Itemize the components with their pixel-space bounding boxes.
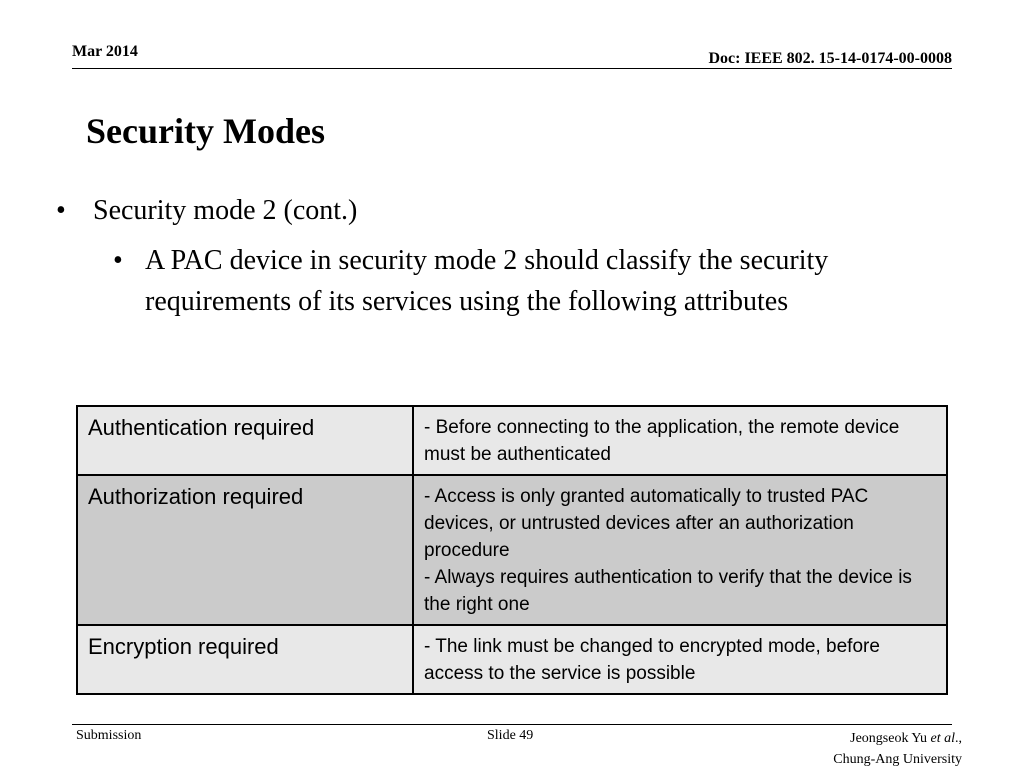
table-row [77,406,947,475]
author-name: Jeongseok Yu [850,731,931,746]
slide-title: Security Modes [86,111,325,151]
attribute-description [413,406,947,475]
author-affiliation: Chung-Ang University [833,752,962,767]
table-row [77,625,947,694]
bullet-text: Security mode 2 (cont.) [93,195,358,226]
header-doc-id: Doc: IEEE 802. 15-14-0174-00-0008 [708,50,952,67]
author-suffix: ., [955,731,962,746]
attribute-name: Authentication required [77,406,413,475]
bullet-text: A PAC device in security mode 2 should classify the security requirements of its services using the following attributes [145,245,829,317]
bullet-marker: • [56,195,66,226]
footer-divider [72,724,952,725]
header-date: Mar 2014 [72,43,138,60]
attribute-name: Encryption required [77,625,413,694]
description-line: - Before connecting to the application, the remote device must be authenticated [424,417,900,465]
attribute-description [413,625,947,694]
author-line [833,728,962,749]
table-row [77,475,947,625]
footer-slide-number: Slide 49 [487,728,534,743]
attribute-description [413,475,947,625]
attribute-name: Authorization required [77,475,413,625]
footer-author [833,728,962,770]
description-line: - Access is only granted automatically to trusted PAC devices, or untrusted devices after an authorization procedure [424,486,869,561]
footer-submission: Submission [76,728,142,743]
description-line: - The link must be changed to encrypted mode, before access to the service is possible [424,636,880,684]
description-line: - Always requires authentication to verify that the device is the right one [424,567,912,615]
author-etal: et al [930,731,955,746]
security-attributes-table [76,405,948,695]
bullet-marker: • [113,245,123,276]
header-divider [72,68,952,69]
